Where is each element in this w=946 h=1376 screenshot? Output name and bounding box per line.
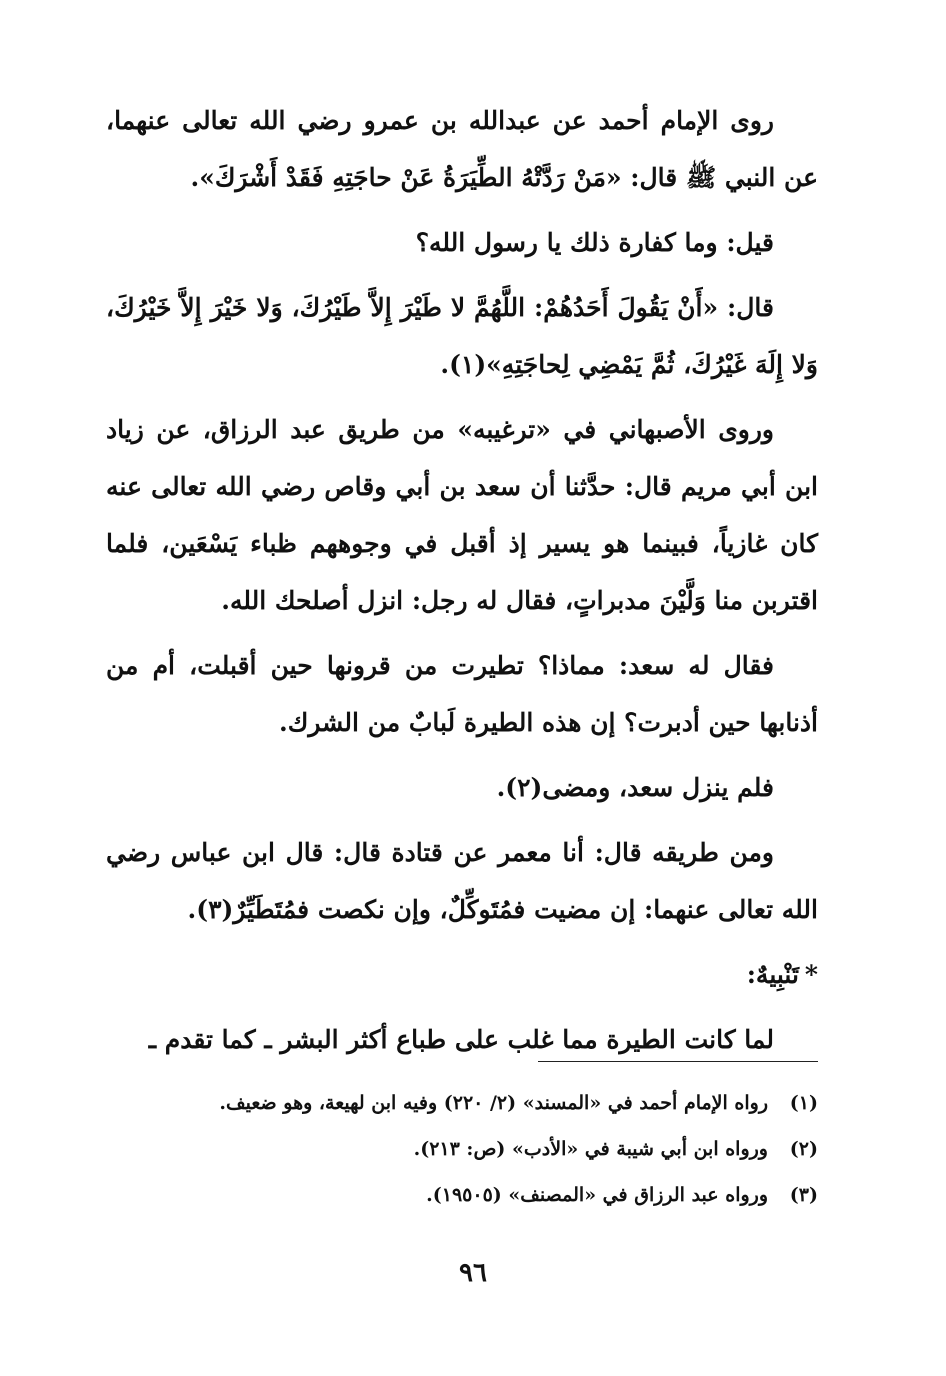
- footnote-number: (٢): [789, 1138, 818, 1160]
- paragraph: ومن طريقه قال: أنا معمر عن قتادة قال: قال ابن عباس رضي الله تعالى عنهما: إن مضيت فمُتَوكِّلٌ، وإن نكصت فمُتَطَيِّرٌ(٣).: [106, 838, 818, 924]
- paragraph: فلم ينزل سعد، ومضى(٢).: [496, 773, 774, 802]
- asterisk-icon: *: [804, 960, 818, 989]
- footnote-text: رواه الإمام أحمد في «المسند» (٢/ ٢٢٠) وفيه ابن لهيعة، وهو ضعيف.: [219, 1092, 768, 1114]
- footnote: [106, 1126, 818, 1172]
- paragraph: لما كانت الطيرة مما غلب على طباع أكثر البشر ـ كما تقدم ـ: [148, 1025, 774, 1054]
- paragraph: فقال له سعد: مماذا؟ تطيرت من قرونها حين أقبلت، أم من أذنابها حين أدبرت؟ إن هذه الطيرة لَبابٌ من الشرك.: [106, 651, 818, 737]
- footnote: [106, 1080, 818, 1126]
- footnote-text: ورواه عبد الرزاق في «المصنف» (١٩٥٠٥).: [426, 1184, 768, 1206]
- paragraph: وروى الأصبهاني في «ترغيبه» من طريق عبد الرزاق، عن زياد ابن أبي مريم قال: حدَّثنا أن سعد بن أبي وقاص رضي الله تعالى عنه كان غازياً، فبينما هو يسير إذ أقبل في وجوههم ظباء يَسْعَين، فلما اقتربن منا وَلَّيْنَ مدبراتٍ، فقال له رجل: انزل أصلحك الله.: [106, 415, 818, 615]
- heading-text: تَنْبِيهٌ:: [746, 960, 799, 989]
- paragraph: روى الإمام أحمد عن عبدالله بن عمرو رضي الله تعالى عنهما، عن النبي ﷺ قال: «مَنْ رَدَّتْهُ الطِّيَرَةُ عَنْ حاجَتِهِ فَقَدْ أَشْرَكَ».: [106, 106, 818, 192]
- footnotes: [106, 1080, 818, 1218]
- paragraph: قيل: وما كفارة ذلك يا رسول الله؟: [415, 228, 774, 257]
- paragraph: قال: «أَنْ يَقُولَ أَحَدُهُمْ: اللَّهُمَّ لا طَيْرَ إِلاَّ طَيْرُكَ، وَلا خَيْرَ إِلاَّ خَيْرُكَ، وَلا إِلَهَ غَيْرُكَ، ثُمَّ يَمْضِي لِحاجَتِهِ»(١).: [106, 293, 818, 379]
- footnote-number: (١): [789, 1092, 818, 1114]
- main-text: [106, 92, 818, 1076]
- footnote-separator: [538, 1061, 818, 1062]
- footnote-text: ورواه ابن أبي شيبة في «الأدب» (ص: ٢١٣).: [413, 1138, 768, 1160]
- footnote: [106, 1172, 818, 1218]
- section-heading: [106, 946, 818, 1003]
- page-number: ٩٦: [459, 1258, 487, 1288]
- footnote-number: (٣): [789, 1184, 818, 1206]
